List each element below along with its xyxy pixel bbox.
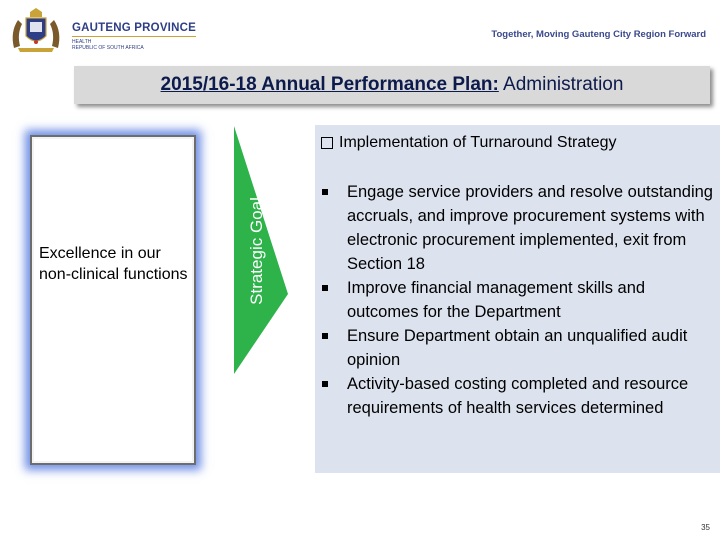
square-bullet-icon	[322, 189, 328, 195]
content-panel	[315, 125, 720, 473]
brand-name: GAUTENG PROVINCE	[72, 22, 196, 37]
bullet-text: Improve financial management skills and outcomes for the Department	[347, 279, 646, 321]
list-item	[321, 276, 716, 324]
square-bullet-icon	[322, 381, 328, 387]
square-bullet-icon	[322, 333, 328, 339]
page-title-normal: Administration	[498, 74, 624, 95]
section-heading	[321, 134, 617, 152]
bullet-text: Ensure Department obtain an unqualified audit opinion	[347, 327, 688, 369]
goal-box	[30, 135, 196, 465]
checkbox-bullet-icon	[321, 137, 333, 149]
goal-text: Excellence in our non-clinical functions	[39, 245, 188, 283]
page-title	[74, 66, 710, 104]
bullet-text: Activity-based costing completed and resource requirements of health services determined	[347, 375, 689, 417]
list-item	[321, 324, 716, 372]
brand-department: HEALTH	[72, 39, 92, 45]
strategic-goal-label: Strategic Goal	[247, 197, 266, 305]
list-item	[321, 180, 716, 276]
page-number: 35	[701, 523, 710, 532]
section-heading-text: Implementation of Turnaround Strategy	[339, 134, 617, 151]
bullet-list	[321, 180, 716, 420]
bullet-text: Engage service providers and resolve outstanding accruals, and improve procurement systems with electronic procurement implemented, exit from Section 18	[347, 183, 713, 273]
page-title-bold: 2015/16-18 Annual Performance Plan:	[160, 74, 499, 95]
brand-country: REPUBLIC OF SOUTH AFRICA	[72, 45, 144, 51]
tagline: Together, Moving Gauteng City Region Forward	[491, 29, 706, 40]
list-item	[321, 372, 716, 420]
brand-block	[72, 22, 196, 51]
square-bullet-icon	[322, 285, 328, 291]
coat-of-arms-icon	[8, 8, 64, 54]
